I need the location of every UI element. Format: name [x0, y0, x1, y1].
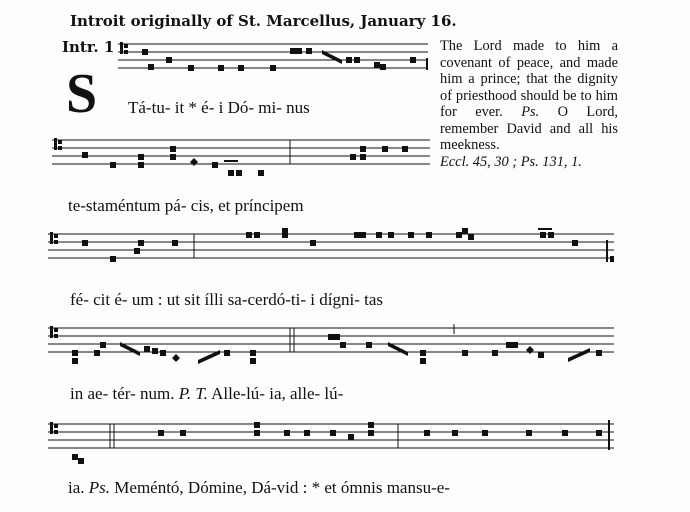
page-title: Introit originally of St. Marcellus, January 16. [70, 12, 457, 30]
lyric-line-2: te-staméntum pá- cis, et príncipem [68, 196, 304, 215]
translation-psalm-label: Ps. [521, 104, 540, 120]
staff-2 [52, 134, 430, 164]
paschal-time-label: P. T. [178, 384, 208, 403]
lyric-line-4 [70, 384, 343, 404]
staff-4-svg [48, 322, 614, 370]
staff-3 [48, 228, 614, 258]
staff-1-svg [118, 38, 428, 74]
lyric-line-1: Tá-tu- it * é- i Dó- mi- nus [128, 98, 310, 117]
chant-label: Intr. 1 [62, 38, 115, 56]
staff-2-svg [52, 134, 430, 170]
translation-column [440, 38, 618, 170]
psalm-label: Ps. [88, 478, 111, 497]
translation-body: The Lord made to him a covenant of peace, and made him a prince; that the dignity of priesthood should be to him for ever. [440, 38, 618, 120]
staff-5-svg [48, 418, 614, 470]
staff-5 [48, 418, 614, 448]
lyric-line-3: fé- cit é- um : ut sit ílli sa-cerdó-ti- i dígni- tas [70, 290, 383, 309]
initial-letter: S [66, 63, 98, 125]
lyric-line-5 [68, 478, 450, 498]
lyric-line-4-text: in ae- tér- num. [70, 384, 175, 403]
translation-psalm-text: O Lord, remember David and all his meekness. [440, 104, 618, 153]
lyric-line-5-ia: ia. [68, 478, 85, 497]
lyric-line-4-alleluia: Alle-lú- ia, alle- lú- [211, 384, 344, 403]
lyric-line-5-text: Meméntó, Dómine, Dá-vid : * et ómnis mansu-e- [114, 478, 450, 497]
staff-1 [118, 38, 428, 68]
scripture-reference: Eccl. 45, 30 ; Ps. 131, 1. [440, 153, 582, 170]
staff-4 [48, 322, 614, 352]
staff-3-svg [48, 228, 614, 268]
